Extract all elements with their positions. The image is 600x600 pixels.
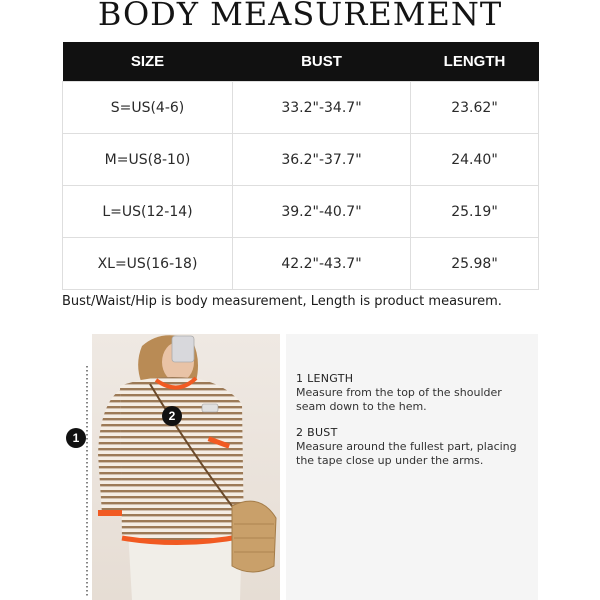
table-row [63, 134, 539, 186]
table-row [63, 82, 539, 134]
cell-length: 25.98" [411, 238, 539, 290]
model-photo [92, 334, 280, 600]
cell-bust: 42.2"-43.7" [233, 238, 411, 290]
page-title: BODY MEASUREMENT [97, 0, 503, 33]
header-size: SIZE [63, 42, 233, 82]
info-length-heading: 1 LENGTH [296, 372, 354, 385]
info-bust-text: Measure around the fullest part, placing the tape close up under the arms. [296, 440, 517, 467]
info-length-text: Measure from the top of the shoulder seam down to the hem. [296, 386, 502, 413]
cell-length: 23.62" [411, 82, 539, 134]
table-header-row [63, 42, 539, 82]
cell-size: S=US(4-6) [63, 82, 233, 134]
header-length: LENGTH [411, 42, 539, 82]
measurement-note: Bust/Waist/Hip is body measurement, Length is product measurem. [62, 294, 502, 309]
info-bust-heading: 2 BUST [296, 426, 338, 439]
cell-bust: 39.2"-40.7" [233, 186, 411, 238]
cell-bust: 36.2"-37.7" [233, 134, 411, 186]
cell-length: 25.19" [411, 186, 539, 238]
info-length [296, 372, 532, 414]
table-row [63, 238, 539, 290]
cell-size: XL=US(16-18) [63, 238, 233, 290]
size-chart-table [62, 42, 539, 290]
marker-bust: 2 [162, 406, 182, 426]
marker-length: 1 [66, 428, 86, 448]
table-row [63, 186, 539, 238]
info-bust [296, 426, 532, 468]
length-ruler [86, 366, 88, 598]
cell-length: 24.40" [411, 134, 539, 186]
cell-bust: 33.2"-34.7" [233, 82, 411, 134]
measurement-info-panel [286, 334, 538, 600]
cell-size: M=US(8-10) [63, 134, 233, 186]
cell-size: L=US(12-14) [63, 186, 233, 238]
header-bust: BUST [233, 42, 411, 82]
